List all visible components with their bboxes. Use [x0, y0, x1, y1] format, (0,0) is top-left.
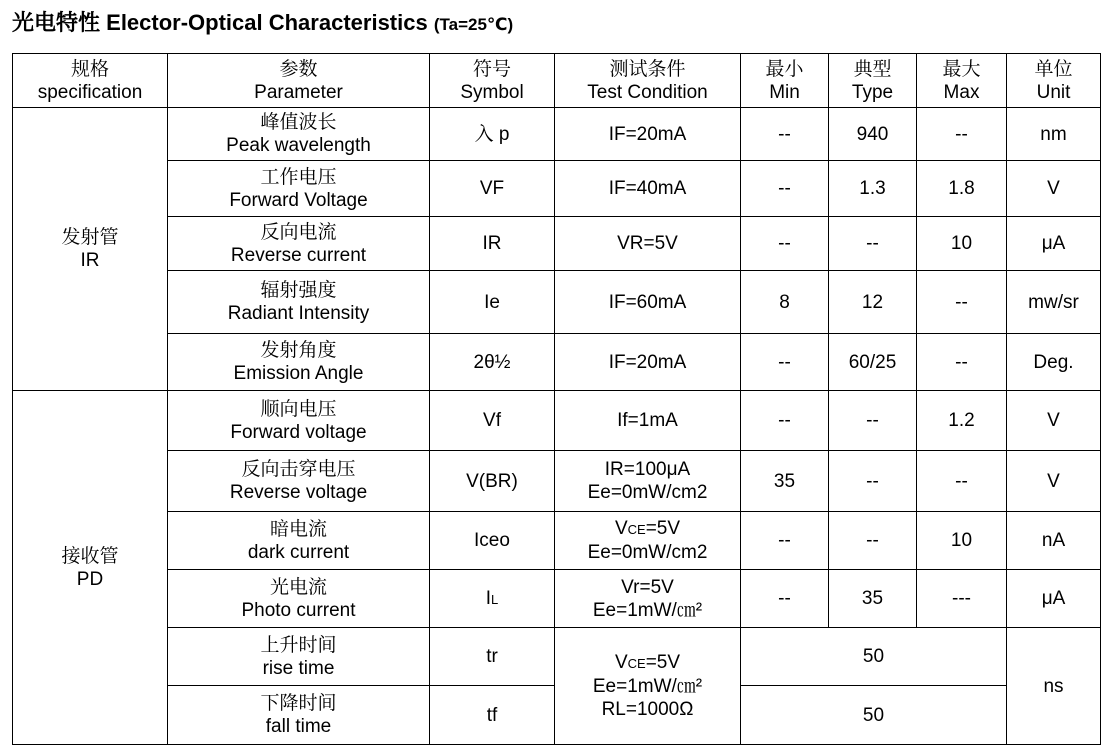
unit-cell: ns [1007, 628, 1101, 745]
min-cell: -- [741, 570, 829, 628]
header-cell: 最小 Min [741, 54, 829, 108]
page-title [12, 6, 513, 37]
min-cell: -- [741, 108, 829, 161]
title-condition: (Ta=25℃) [433, 15, 514, 34]
param-cell: 光电流 Photo current [168, 570, 430, 628]
group-ir: 发射管 IR [13, 108, 168, 391]
min-cell: -- [741, 512, 829, 570]
param-cell: 反向电流 Reverse current [168, 217, 430, 271]
param-cell: 暗电流 dark current [168, 512, 430, 570]
symbol-cell: 入 p [430, 108, 555, 161]
header-cell: 单位 Unit [1007, 54, 1101, 108]
condition-cell: IF=60mA [555, 271, 741, 334]
param-cell: 上升时间 rise time [168, 628, 430, 686]
param-cell: 顺向电压 Forward voltage [168, 391, 430, 451]
unit-cell: nm [1007, 108, 1101, 161]
symbol-cell: tf [430, 686, 555, 745]
title-en: Elector-Optical Characteristics [106, 10, 428, 35]
max-cell: 1.8 [917, 161, 1007, 217]
condition-cell: IF=40mA [555, 161, 741, 217]
unit-cell: μA [1007, 217, 1101, 271]
symbol-cell: VF [430, 161, 555, 217]
condition-cell: VCE=5V Ee=1mW/㎝² RL=1000Ω [555, 628, 741, 745]
unit-cell: μA [1007, 570, 1101, 628]
condition-cell: If=1mA [555, 391, 741, 451]
unit-cell: nA [1007, 512, 1101, 570]
max-cell: 10 [917, 217, 1007, 271]
header-cell: 测试条件 Test Condition [555, 54, 741, 108]
max-cell: -- [917, 451, 1007, 512]
condition-cell: IR=100μA Ee=0mW/cm2 [555, 451, 741, 512]
table-row [13, 451, 1101, 512]
table-row [13, 512, 1101, 570]
table-row [13, 628, 1101, 686]
header-cell: 最大 Max [917, 54, 1007, 108]
header-cell: 规格 specification [13, 54, 168, 108]
typ-cell: -- [829, 217, 917, 271]
max-cell: 1.2 [917, 391, 1007, 451]
header-cell: 典型 Type [829, 54, 917, 108]
table-row [13, 108, 1101, 161]
max-cell: --- [917, 570, 1007, 628]
table-row [13, 161, 1101, 217]
header-cell: 符号 Symbol [430, 54, 555, 108]
table-row [13, 217, 1101, 271]
table-row [13, 570, 1101, 628]
param-cell: 下降时间 fall time [168, 686, 430, 745]
symbol-cell: IL [430, 570, 555, 628]
unit-cell: V [1007, 161, 1101, 217]
typ-cell: 50 [741, 686, 1007, 745]
param-cell: 峰值波长 Peak wavelength [168, 108, 430, 161]
unit-cell: V [1007, 391, 1101, 451]
typ-cell: 940 [829, 108, 917, 161]
typ-cell: 60/25 [829, 334, 917, 391]
typ-cell: 12 [829, 271, 917, 334]
condition-cell: VCE=5V Ee=0mW/cm2 [555, 512, 741, 570]
unit-cell: V [1007, 451, 1101, 512]
min-cell: -- [741, 334, 829, 391]
symbol-cell: Iceo [430, 512, 555, 570]
typ-cell: -- [829, 451, 917, 512]
header-cell: 参数 Parameter [168, 54, 430, 108]
param-cell: 辐射强度 Radiant Intensity [168, 271, 430, 334]
characteristics-table [12, 53, 1101, 745]
symbol-cell: Vf [430, 391, 555, 451]
condition-cell: IF=20mA [555, 334, 741, 391]
condition-cell: IF=20mA [555, 108, 741, 161]
header-row [13, 54, 1101, 108]
max-cell: -- [917, 108, 1007, 161]
min-cell: -- [741, 217, 829, 271]
symbol-cell: Ie [430, 271, 555, 334]
symbol-cell: tr [430, 628, 555, 686]
min-cell: -- [741, 391, 829, 451]
typ-cell: -- [829, 391, 917, 451]
table-row [13, 334, 1101, 391]
unit-cell: Deg. [1007, 334, 1101, 391]
param-cell: 发射角度 Emission Angle [168, 334, 430, 391]
typ-cell: 50 [741, 628, 1007, 686]
title-cn: 光电特性 [12, 10, 101, 35]
symbol-cell: V(BR) [430, 451, 555, 512]
table-row [13, 391, 1101, 451]
max-cell: -- [917, 271, 1007, 334]
condition-cell: VR=5V [555, 217, 741, 271]
condition-cell: Vr=5V Ee=1mW/㎝² [555, 570, 741, 628]
typ-cell: -- [829, 512, 917, 570]
typ-cell: 35 [829, 570, 917, 628]
unit-cell: mw/sr [1007, 271, 1101, 334]
param-cell: 工作电压 Forward Voltage [168, 161, 430, 217]
group-pd: 接收管 PD [13, 391, 168, 745]
max-cell: 10 [917, 512, 1007, 570]
symbol-cell: IR [430, 217, 555, 271]
param-cell: 反向击穿电压 Reverse voltage [168, 451, 430, 512]
table-row [13, 271, 1101, 334]
typ-cell: 1.3 [829, 161, 917, 217]
max-cell: -- [917, 334, 1007, 391]
min-cell: -- [741, 161, 829, 217]
min-cell: 8 [741, 271, 829, 334]
min-cell: 35 [741, 451, 829, 512]
symbol-cell: 2θ½ [430, 334, 555, 391]
